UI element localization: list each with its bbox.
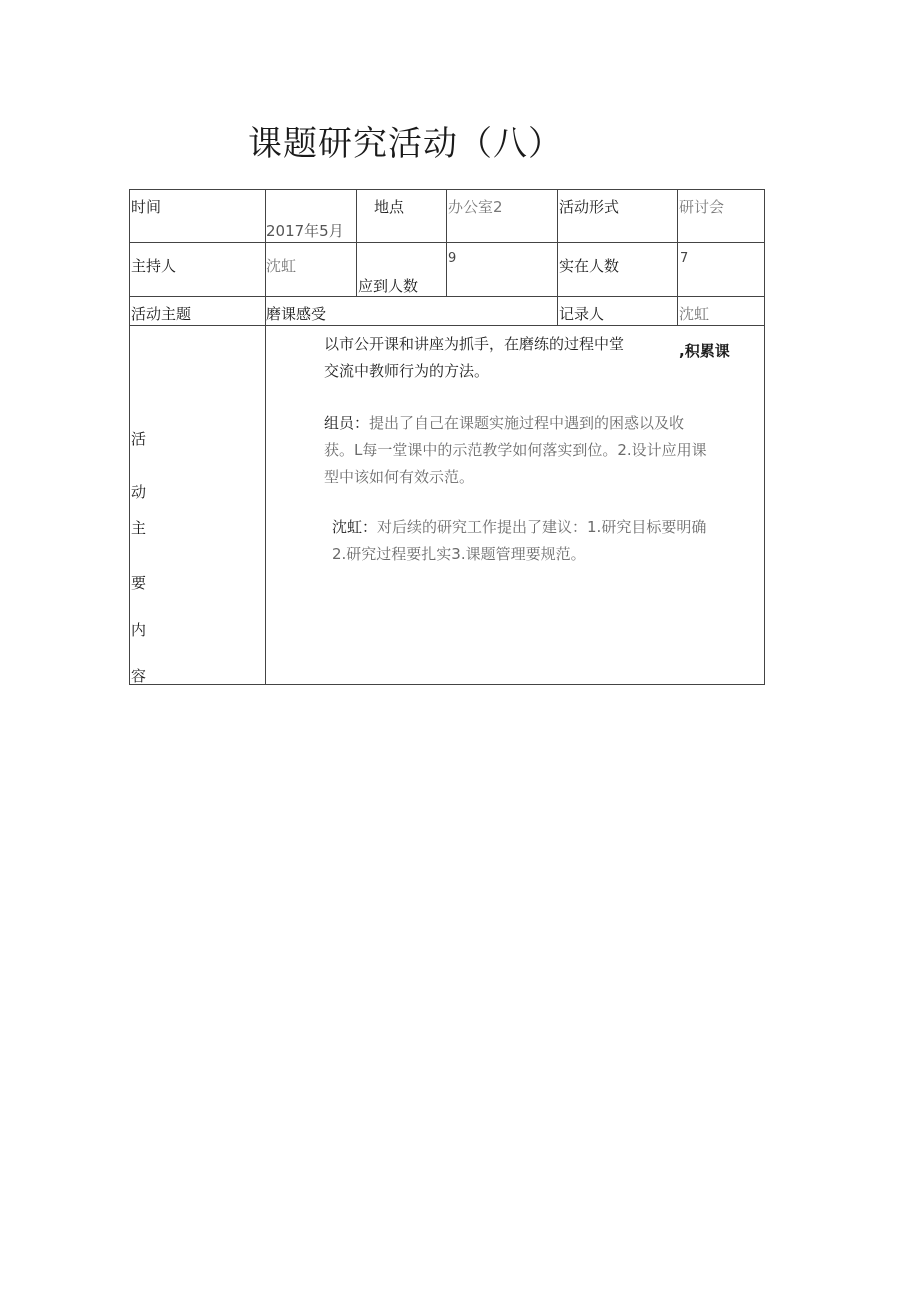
- paragraph-line: 型中该如何有效示范。: [324, 468, 475, 486]
- form-value: 研讨会: [679, 198, 725, 216]
- row-divider: [129, 296, 765, 297]
- expected-attendance-value: 9: [448, 251, 457, 266]
- recorder-value: 沈虹: [679, 305, 710, 323]
- host-value: 沈虹: [266, 257, 297, 275]
- time-value: 2017年5月: [266, 222, 344, 240]
- speaker-label: 组员：: [324, 414, 370, 432]
- actual-attendance-value: 7: [680, 251, 689, 266]
- theme-value: 磨课感受: [266, 305, 327, 323]
- paragraph-line: 提出了自己在课题实施过程中遇到的困惑以及收: [369, 414, 685, 432]
- content-paragraph-2: [324, 410, 707, 491]
- recorder-label: 记录人: [559, 305, 605, 323]
- column-divider: [356, 189, 357, 297]
- side-label-char: 要: [131, 574, 147, 592]
- column-divider: [557, 189, 558, 326]
- paragraph-line: 交流中教师行为的方法。: [324, 362, 490, 380]
- actual-attendance-label: 实在人数: [559, 257, 620, 275]
- paragraph-line: 获。L每一堂课中的示范教学如何落实到位。2.设计应用课: [324, 441, 707, 459]
- paragraph-bold-fragment: ,积累课: [679, 342, 730, 360]
- row-divider: [129, 242, 765, 243]
- side-label-char: 活: [131, 430, 147, 448]
- paragraph-line: 对后续的研究工作提出了建议：1.研究目标要明确: [377, 518, 707, 536]
- row-divider: [129, 325, 765, 326]
- theme-label: 活动主题: [131, 305, 192, 323]
- form-label: 活动形式: [559, 198, 620, 216]
- place-label: 地点: [374, 198, 405, 216]
- time-label: 时间: [131, 198, 162, 216]
- expected-attendance-label: 应到人数: [358, 277, 419, 295]
- speaker-label: 沈虹：: [332, 518, 378, 536]
- column-divider: [677, 189, 678, 326]
- side-label-char: 容: [131, 667, 147, 685]
- side-label-char: 内: [131, 621, 147, 639]
- host-label: 主持人: [131, 257, 177, 275]
- side-label-char: 主: [131, 519, 147, 537]
- page-title: 课题研究活动（八）: [248, 124, 563, 164]
- content-paragraph-1: [324, 331, 624, 385]
- column-divider: [446, 189, 447, 297]
- content-paragraph-3: [332, 514, 706, 568]
- place-value: 办公室2: [448, 198, 503, 216]
- paragraph-line: 2.研究过程要扎实3.课题管理要规范。: [332, 545, 586, 563]
- paragraph-line: 以市公开课和讲座为抓手，在磨练的过程中堂: [324, 335, 625, 353]
- side-label-char: 动: [131, 483, 147, 501]
